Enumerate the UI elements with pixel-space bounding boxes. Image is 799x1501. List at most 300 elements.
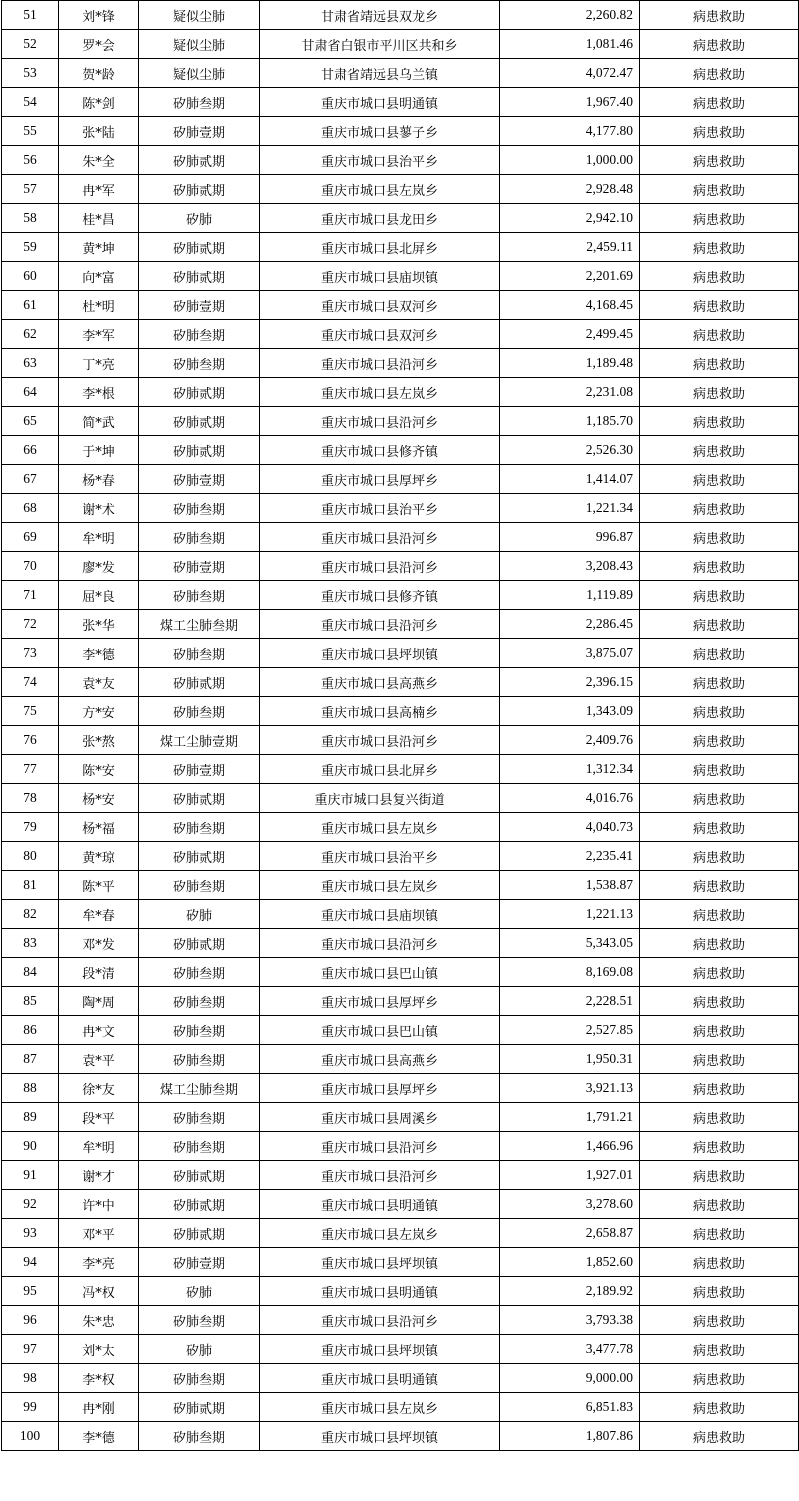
amount-cell: 5,343.05 [500,929,640,958]
address-cell: 重庆市城口县坪坝镇 [260,1248,500,1277]
name-cell: 陈*平 [59,871,139,900]
name-cell: 李*根 [59,378,139,407]
address-cell: 重庆市城口县高楠乡 [260,697,500,726]
amount-cell: 4,072.47 [500,59,640,88]
row-number-cell: 86 [2,1016,59,1045]
diagnosis-cell: 矽肺贰期 [139,1190,260,1219]
aid-type-cell: 病患救助 [640,784,799,813]
name-cell: 邓*发 [59,929,139,958]
name-cell: 冉*军 [59,175,139,204]
aid-type-cell: 病患救助 [640,929,799,958]
row-number-cell: 52 [2,30,59,59]
table-row [2,639,799,668]
table-row [2,88,799,117]
amount-cell: 2,527.85 [500,1016,640,1045]
table-row [2,1248,799,1277]
table-row [2,1335,799,1364]
table-row [2,233,799,262]
row-number-cell: 99 [2,1393,59,1422]
aid-type-cell: 病患救助 [640,494,799,523]
address-cell: 重庆市城口县修齐镇 [260,581,500,610]
diagnosis-cell: 矽肺叁期 [139,1364,260,1393]
table-row [2,871,799,900]
amount-cell: 2,231.08 [500,378,640,407]
table-row [2,1422,799,1451]
aid-type-cell: 病患救助 [640,291,799,320]
diagnosis-cell: 矽肺叁期 [139,320,260,349]
address-cell: 重庆市城口县沿河乡 [260,610,500,639]
name-cell: 李*权 [59,1364,139,1393]
name-cell: 冉*文 [59,1016,139,1045]
address-cell: 重庆市城口县高燕乡 [260,1045,500,1074]
row-number-cell: 55 [2,117,59,146]
amount-cell: 1,466.96 [500,1132,640,1161]
amount-cell: 2,286.45 [500,610,640,639]
name-cell: 李*德 [59,1422,139,1451]
table-row [2,1219,799,1248]
diagnosis-cell: 矽肺叁期 [139,1103,260,1132]
table-row [2,175,799,204]
row-number-cell: 58 [2,204,59,233]
amount-cell: 1,221.13 [500,900,640,929]
name-cell: 许*中 [59,1190,139,1219]
table-row [2,813,799,842]
address-cell: 重庆市城口县修齐镇 [260,436,500,465]
amount-cell: 3,875.07 [500,639,640,668]
aid-type-cell: 病患救助 [640,1045,799,1074]
aid-type-cell: 病患救助 [640,378,799,407]
row-number-cell: 78 [2,784,59,813]
amount-cell: 1,221.34 [500,494,640,523]
row-number-cell: 100 [2,1422,59,1451]
diagnosis-cell: 矽肺贰期 [139,146,260,175]
row-number-cell: 69 [2,523,59,552]
table-row [2,1074,799,1103]
aid-type-cell: 病患救助 [640,146,799,175]
amount-cell: 3,921.13 [500,1074,640,1103]
name-cell: 黄*坤 [59,233,139,262]
aid-type-cell: 病患救助 [640,407,799,436]
row-number-cell: 83 [2,929,59,958]
table-row [2,117,799,146]
address-cell: 重庆市城口县左岚乡 [260,871,500,900]
diagnosis-cell: 矽肺 [139,1277,260,1306]
row-number-cell: 67 [2,465,59,494]
diagnosis-cell: 矽肺壹期 [139,552,260,581]
table-row [2,1161,799,1190]
name-cell: 冉*刚 [59,1393,139,1422]
row-number-cell: 66 [2,436,59,465]
aid-type-cell: 病患救助 [640,1,799,30]
row-number-cell: 85 [2,987,59,1016]
name-cell: 段*清 [59,958,139,987]
aid-type-cell: 病患救助 [640,1132,799,1161]
diagnosis-cell: 矽肺叁期 [139,958,260,987]
table-row [2,755,799,784]
address-cell: 重庆市城口县沿河乡 [260,1161,500,1190]
address-cell: 重庆市城口县北屏乡 [260,755,500,784]
row-number-cell: 68 [2,494,59,523]
row-number-cell: 79 [2,813,59,842]
diagnosis-cell: 矽肺壹期 [139,117,260,146]
table-row [2,1132,799,1161]
aid-type-cell: 病患救助 [640,59,799,88]
table-row [2,581,799,610]
amount-cell: 1,950.31 [500,1045,640,1074]
address-cell: 重庆市城口县双河乡 [260,320,500,349]
row-number-cell: 82 [2,900,59,929]
amount-cell: 3,208.43 [500,552,640,581]
row-number-cell: 73 [2,639,59,668]
address-cell: 甘肃省白银市平川区共和乡 [260,30,500,59]
diagnosis-cell: 矽肺叁期 [139,581,260,610]
row-number-cell: 64 [2,378,59,407]
address-cell: 重庆市城口县沿河乡 [260,1306,500,1335]
aid-type-cell: 病患救助 [640,958,799,987]
aid-type-cell: 病患救助 [640,726,799,755]
row-number-cell: 81 [2,871,59,900]
address-cell: 重庆市城口县沿河乡 [260,523,500,552]
amount-cell: 3,278.60 [500,1190,640,1219]
address-cell: 重庆市城口县明通镇 [260,88,500,117]
table-row [2,349,799,378]
row-number-cell: 60 [2,262,59,291]
diagnosis-cell: 矽肺叁期 [139,813,260,842]
amount-cell: 1,185.70 [500,407,640,436]
aid-type-cell: 病患救助 [640,349,799,378]
aid-type-cell: 病患救助 [640,30,799,59]
aid-type-cell: 病患救助 [640,813,799,842]
name-cell: 李*军 [59,320,139,349]
amount-cell: 2,260.82 [500,1,640,30]
aid-type-cell: 病患救助 [640,1190,799,1219]
diagnosis-cell: 矽肺叁期 [139,1422,260,1451]
diagnosis-cell: 矽肺贰期 [139,1219,260,1248]
address-cell: 重庆市城口县明通镇 [260,1277,500,1306]
aid-type-cell: 病患救助 [640,697,799,726]
aid-recipient-table [1,0,799,1451]
name-cell: 向*富 [59,262,139,291]
name-cell: 于*坤 [59,436,139,465]
table-row [2,320,799,349]
diagnosis-cell: 矽肺贰期 [139,668,260,697]
address-cell: 重庆市城口县蓼子乡 [260,117,500,146]
amount-cell: 3,793.38 [500,1306,640,1335]
row-number-cell: 74 [2,668,59,697]
row-number-cell: 98 [2,1364,59,1393]
row-number-cell: 91 [2,1161,59,1190]
amount-cell: 1,791.21 [500,1103,640,1132]
amount-cell: 2,228.51 [500,987,640,1016]
name-cell: 廖*发 [59,552,139,581]
table-row [2,1364,799,1393]
diagnosis-cell: 矽肺贰期 [139,262,260,291]
aid-type-cell: 病患救助 [640,320,799,349]
aid-type-cell: 病患救助 [640,465,799,494]
diagnosis-cell: 矽肺贰期 [139,407,260,436]
row-number-cell: 95 [2,1277,59,1306]
address-cell: 重庆市城口县庙坝镇 [260,262,500,291]
amount-cell: 2,235.41 [500,842,640,871]
name-cell: 方*安 [59,697,139,726]
diagnosis-cell: 矽肺贰期 [139,1161,260,1190]
name-cell: 邓*平 [59,1219,139,1248]
table-row [2,407,799,436]
diagnosis-cell: 矽肺壹期 [139,465,260,494]
amount-cell: 2,409.76 [500,726,640,755]
amount-cell: 1,119.89 [500,581,640,610]
table-row [2,958,799,987]
address-cell: 重庆市城口县治平乡 [260,494,500,523]
table-row [2,59,799,88]
address-cell: 重庆市城口县厚坪乡 [260,1074,500,1103]
aid-type-cell: 病患救助 [640,233,799,262]
aid-type-cell: 病患救助 [640,523,799,552]
aid-type-cell: 病患救助 [640,639,799,668]
name-cell: 刘*太 [59,1335,139,1364]
amount-cell: 1,343.09 [500,697,640,726]
table-row [2,291,799,320]
diagnosis-cell: 疑似尘肺 [139,30,260,59]
name-cell: 张*华 [59,610,139,639]
name-cell: 陈*剑 [59,88,139,117]
name-cell: 杨*福 [59,813,139,842]
row-number-cell: 65 [2,407,59,436]
diagnosis-cell: 疑似尘肺 [139,59,260,88]
diagnosis-cell: 矽肺贰期 [139,378,260,407]
table-row [2,1,799,30]
row-number-cell: 59 [2,233,59,262]
row-number-cell: 56 [2,146,59,175]
name-cell: 李*亮 [59,1248,139,1277]
table-row [2,262,799,291]
name-cell: 谢*术 [59,494,139,523]
diagnosis-cell: 矽肺叁期 [139,871,260,900]
diagnosis-cell: 矽肺贰期 [139,1393,260,1422]
address-cell: 重庆市城口县左岚乡 [260,813,500,842]
address-cell: 重庆市城口县巴山镇 [260,958,500,987]
address-cell: 重庆市城口县明通镇 [260,1364,500,1393]
aid-type-cell: 病患救助 [640,117,799,146]
amount-cell: 1,807.86 [500,1422,640,1451]
aid-type-cell: 病患救助 [640,1219,799,1248]
amount-cell: 3,477.78 [500,1335,640,1364]
address-cell: 重庆市城口县沿河乡 [260,349,500,378]
name-cell: 冯*权 [59,1277,139,1306]
row-number-cell: 77 [2,755,59,784]
diagnosis-cell: 矽肺 [139,900,260,929]
address-cell: 重庆市城口县高燕乡 [260,668,500,697]
row-number-cell: 72 [2,610,59,639]
table-row [2,900,799,929]
name-cell: 李*德 [59,639,139,668]
amount-cell: 4,168.45 [500,291,640,320]
amount-cell: 1,927.01 [500,1161,640,1190]
aid-type-cell: 病患救助 [640,1277,799,1306]
amount-cell: 8,169.08 [500,958,640,987]
name-cell: 简*武 [59,407,139,436]
address-cell: 重庆市城口县沿河乡 [260,1132,500,1161]
aid-type-cell: 病患救助 [640,1248,799,1277]
row-number-cell: 92 [2,1190,59,1219]
row-number-cell: 63 [2,349,59,378]
diagnosis-cell: 煤工尘肺叁期 [139,610,260,639]
aid-type-cell: 病患救助 [640,871,799,900]
row-number-cell: 70 [2,552,59,581]
amount-cell: 2,942.10 [500,204,640,233]
aid-type-cell: 病患救助 [640,1306,799,1335]
table-row [2,552,799,581]
aid-type-cell: 病患救助 [640,842,799,871]
name-cell: 陈*安 [59,755,139,784]
aid-type-cell: 病患救助 [640,987,799,1016]
aid-type-cell: 病患救助 [640,175,799,204]
name-cell: 屈*良 [59,581,139,610]
amount-cell: 1,538.87 [500,871,640,900]
row-number-cell: 94 [2,1248,59,1277]
diagnosis-cell: 矽肺贰期 [139,233,260,262]
address-cell: 重庆市城口县治平乡 [260,146,500,175]
row-number-cell: 71 [2,581,59,610]
row-number-cell: 80 [2,842,59,871]
diagnosis-cell: 矽肺壹期 [139,755,260,784]
diagnosis-cell: 矽肺 [139,1335,260,1364]
name-cell: 杜*明 [59,291,139,320]
amount-cell: 4,040.73 [500,813,640,842]
name-cell: 朱*全 [59,146,139,175]
row-number-cell: 87 [2,1045,59,1074]
address-cell: 重庆市城口县治平乡 [260,842,500,871]
address-cell: 重庆市城口县龙田乡 [260,204,500,233]
name-cell: 桂*昌 [59,204,139,233]
diagnosis-cell: 疑似尘肺 [139,1,260,30]
row-number-cell: 89 [2,1103,59,1132]
amount-cell: 2,459.11 [500,233,640,262]
diagnosis-cell: 矽肺贰期 [139,175,260,204]
amount-cell: 2,396.15 [500,668,640,697]
amount-cell: 2,658.87 [500,1219,640,1248]
aid-type-cell: 病患救助 [640,1103,799,1132]
table-row [2,1016,799,1045]
address-cell: 重庆市城口县明通镇 [260,1190,500,1219]
table-row [2,987,799,1016]
aid-type-cell: 病患救助 [640,1393,799,1422]
address-cell: 重庆市城口县双河乡 [260,291,500,320]
name-cell: 杨*春 [59,465,139,494]
table-row [2,929,799,958]
aid-type-cell: 病患救助 [640,1364,799,1393]
name-cell: 朱*忠 [59,1306,139,1335]
table-row [2,1045,799,1074]
address-cell: 重庆市城口县沿河乡 [260,929,500,958]
diagnosis-cell: 矽肺贰期 [139,436,260,465]
diagnosis-cell: 煤工尘肺叁期 [139,1074,260,1103]
amount-cell: 2,526.30 [500,436,640,465]
table-row [2,726,799,755]
name-cell: 黄*琼 [59,842,139,871]
aid-type-cell: 病患救助 [640,1016,799,1045]
name-cell: 袁*平 [59,1045,139,1074]
table-row [2,1190,799,1219]
row-number-cell: 93 [2,1219,59,1248]
amount-cell: 2,499.45 [500,320,640,349]
row-number-cell: 88 [2,1074,59,1103]
aid-type-cell: 病患救助 [640,1074,799,1103]
address-cell: 重庆市城口县沿河乡 [260,407,500,436]
table-row [2,1393,799,1422]
row-number-cell: 62 [2,320,59,349]
diagnosis-cell: 矽肺叁期 [139,987,260,1016]
name-cell: 丁*亮 [59,349,139,378]
diagnosis-cell: 矽肺贰期 [139,784,260,813]
name-cell: 杨*安 [59,784,139,813]
aid-type-cell: 病患救助 [640,668,799,697]
amount-cell: 2,189.92 [500,1277,640,1306]
row-number-cell: 90 [2,1132,59,1161]
row-number-cell: 96 [2,1306,59,1335]
diagnosis-cell: 矽肺 [139,204,260,233]
table-row [2,494,799,523]
amount-cell: 4,177.80 [500,117,640,146]
table-body [2,1,799,1451]
address-cell: 重庆市城口县厚坪乡 [260,987,500,1016]
name-cell: 段*平 [59,1103,139,1132]
diagnosis-cell: 矽肺叁期 [139,697,260,726]
table-row [2,146,799,175]
amount-cell: 1,189.48 [500,349,640,378]
address-cell: 重庆市城口县沿河乡 [260,552,500,581]
diagnosis-cell: 矽肺叁期 [139,639,260,668]
aid-type-cell: 病患救助 [640,88,799,117]
address-cell: 重庆市城口县厚坪乡 [260,465,500,494]
name-cell: 刘*锋 [59,1,139,30]
name-cell: 牟*春 [59,900,139,929]
amount-cell: 1,081.46 [500,30,640,59]
amount-cell: 1,000.00 [500,146,640,175]
aid-type-cell: 病患救助 [640,581,799,610]
address-cell: 甘肃省靖远县双龙乡 [260,1,500,30]
diagnosis-cell: 矽肺叁期 [139,1045,260,1074]
address-cell: 重庆市城口县北屏乡 [260,233,500,262]
address-cell: 重庆市城口县巴山镇 [260,1016,500,1045]
row-number-cell: 97 [2,1335,59,1364]
table-row [2,784,799,813]
table-row [2,1277,799,1306]
table-row [2,204,799,233]
row-number-cell: 54 [2,88,59,117]
aid-type-cell: 病患救助 [640,755,799,784]
amount-cell: 1,414.07 [500,465,640,494]
amount-cell: 996.87 [500,523,640,552]
row-number-cell: 84 [2,958,59,987]
diagnosis-cell: 矽肺叁期 [139,349,260,378]
row-number-cell: 57 [2,175,59,204]
address-cell: 重庆市城口县左岚乡 [260,378,500,407]
aid-type-cell: 病患救助 [640,262,799,291]
table-row [2,842,799,871]
name-cell: 陶*周 [59,987,139,1016]
address-cell: 重庆市城口县坪坝镇 [260,1335,500,1364]
table-row [2,436,799,465]
address-cell: 重庆市城口县左岚乡 [260,175,500,204]
diagnosis-cell: 矽肺叁期 [139,1016,260,1045]
amount-cell: 6,851.83 [500,1393,640,1422]
address-cell: 甘肃省靖远县乌兰镇 [260,59,500,88]
table-row [2,1306,799,1335]
row-number-cell: 51 [2,1,59,30]
name-cell: 牟*明 [59,523,139,552]
table-row [2,378,799,407]
